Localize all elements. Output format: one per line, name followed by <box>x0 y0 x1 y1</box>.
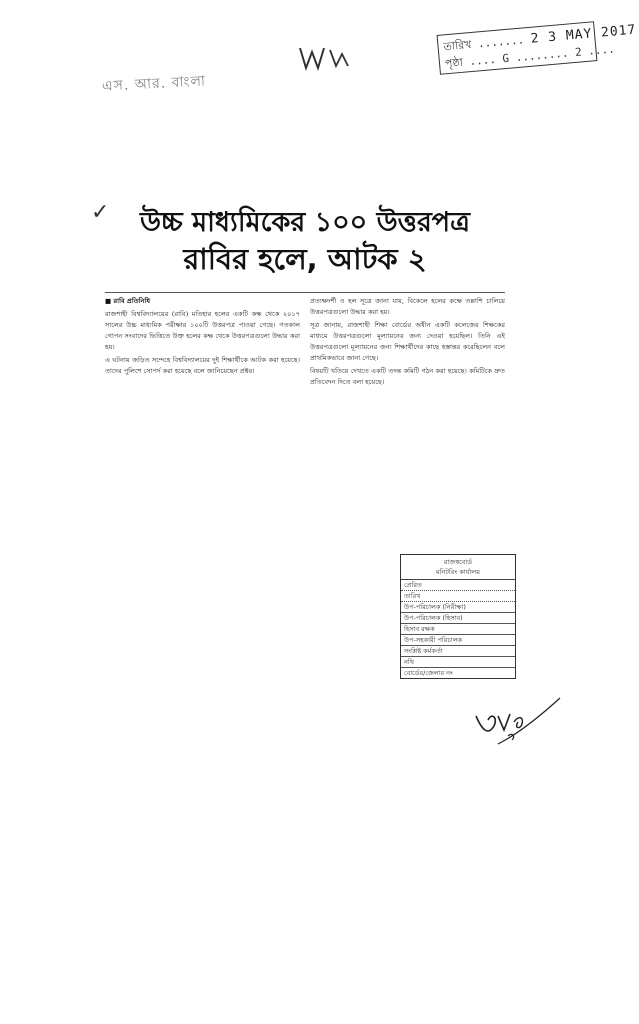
stamp-page-label: পৃষ্ঠা <box>444 55 464 71</box>
headline-line-1: উচ্চ মাধ্যমিকের ১০০ উত্তরপত্র <box>140 207 470 238</box>
slip-row: নথি <box>401 657 515 668</box>
slip-row: সংশ্লিষ্ট কর্মকর্তা <box>401 646 515 657</box>
newspaper-name: এস. আর. বাংলা <box>101 73 207 95</box>
distribution-slip <box>400 554 516 679</box>
slip-row: বোর্ডের/জেলার নং <box>404 669 453 677</box>
slip-row: উপ-পরিচালক (হিসাব) <box>401 613 515 624</box>
stamp-date: 2 3 MAY 2017 <box>530 22 637 47</box>
handwritten-mark-icon <box>296 42 352 74</box>
checkmark-icon: ✓ <box>91 200 110 225</box>
slip-row: উপ-পরিচালক (নিরীক্ষা) <box>401 602 515 613</box>
slip-row: হিসাব রক্ষক <box>401 624 515 635</box>
news-clipping <box>91 200 505 278</box>
slip-row: প্রেরিত <box>401 580 515 591</box>
slip-row: তারিখ <box>401 591 515 602</box>
slip-subtitle: মনিটরিং কার্যালয় <box>436 568 480 576</box>
article-paragraph: রাজশাহী বিশ্ববিদ্যালয়ের (রাবি) মতিহার হলের একটি কক্ষ থেকে ২০১৭ সালের উচ্চ মাধ্যমিক পরীক্ষার ১০০টি উত্তরপত্র পাওয়া গেছে। গতকাল গোপন সংবাদের ভিত্তিতে উক্ত হলের কক্ষ থেকে উত্তরপত্রগুলো উদ্ধার করা হয়। <box>105 310 300 351</box>
signature-icon <box>468 686 564 756</box>
article-paragraph: সূত্র জানায়, রাজশাহী শিক্ষা বোর্ডের অধীন একটি কলেজের শিক্ষকের মাধ্যমে উত্তরপত্রগুলো মূল্যায়নের জন্য দেওয়া হয়েছিল। তিনি এই উত্তরপত্রগুলো মূল্যায়নের জন্য শিক্ষার্থীদের কাছে হস্তান্তর করেছিলেন বলে প্রাথমিকভাবে জানা গেছে। <box>310 321 505 362</box>
stamp-date-label: তারিখ <box>443 37 472 54</box>
slip-header <box>401 555 515 580</box>
slip-title: রাজস্ববোর্ড <box>443 558 473 566</box>
article-paragraph: এ ঘটনায় জড়িত সন্দেহে বিশ্ববিদ্যালয়ের দুই শিক্ষার্থীকে আটক করা হয়েছে। তাদের পুলিশে সোপর্দ করা হয়েছে বলে জানিয়েছেন প্রক্টর। <box>105 356 300 375</box>
stamp-page-value: G <box>501 51 510 66</box>
received-stamp: তারিখ ....... 2 3 MAY 2017 পৃষ্ঠা .... G ........ 2 .... <box>437 21 598 75</box>
article-body <box>105 296 505 424</box>
slip-row: উপ-সহকারী পরিচালক <box>401 635 515 646</box>
article-paragraph: প্রত্যক্ষদর্শী ও হল সূত্রে জানা যায়, বিকেলে হলের কক্ষে তল্লাশি চালিয়ে উত্তরপত্রগুলো উদ্ধার করা হয়। <box>310 297 505 316</box>
stamp-column-value: 2 <box>574 45 583 59</box>
article-paragraph: বিষয়টি খতিয়ে দেখতে একটি তদন্ত কমিটি গঠন করা হয়েছে। কমিটিকে দ্রুত প্রতিবেদন দিতে বলা হয়েছে। <box>310 367 505 386</box>
headline-line-2: রাবির হলে, আটক ২ <box>183 241 427 276</box>
byline: ■ রাবি প্রতিনিধি <box>105 297 151 305</box>
headline <box>105 206 505 278</box>
headline-divider <box>105 292 505 293</box>
